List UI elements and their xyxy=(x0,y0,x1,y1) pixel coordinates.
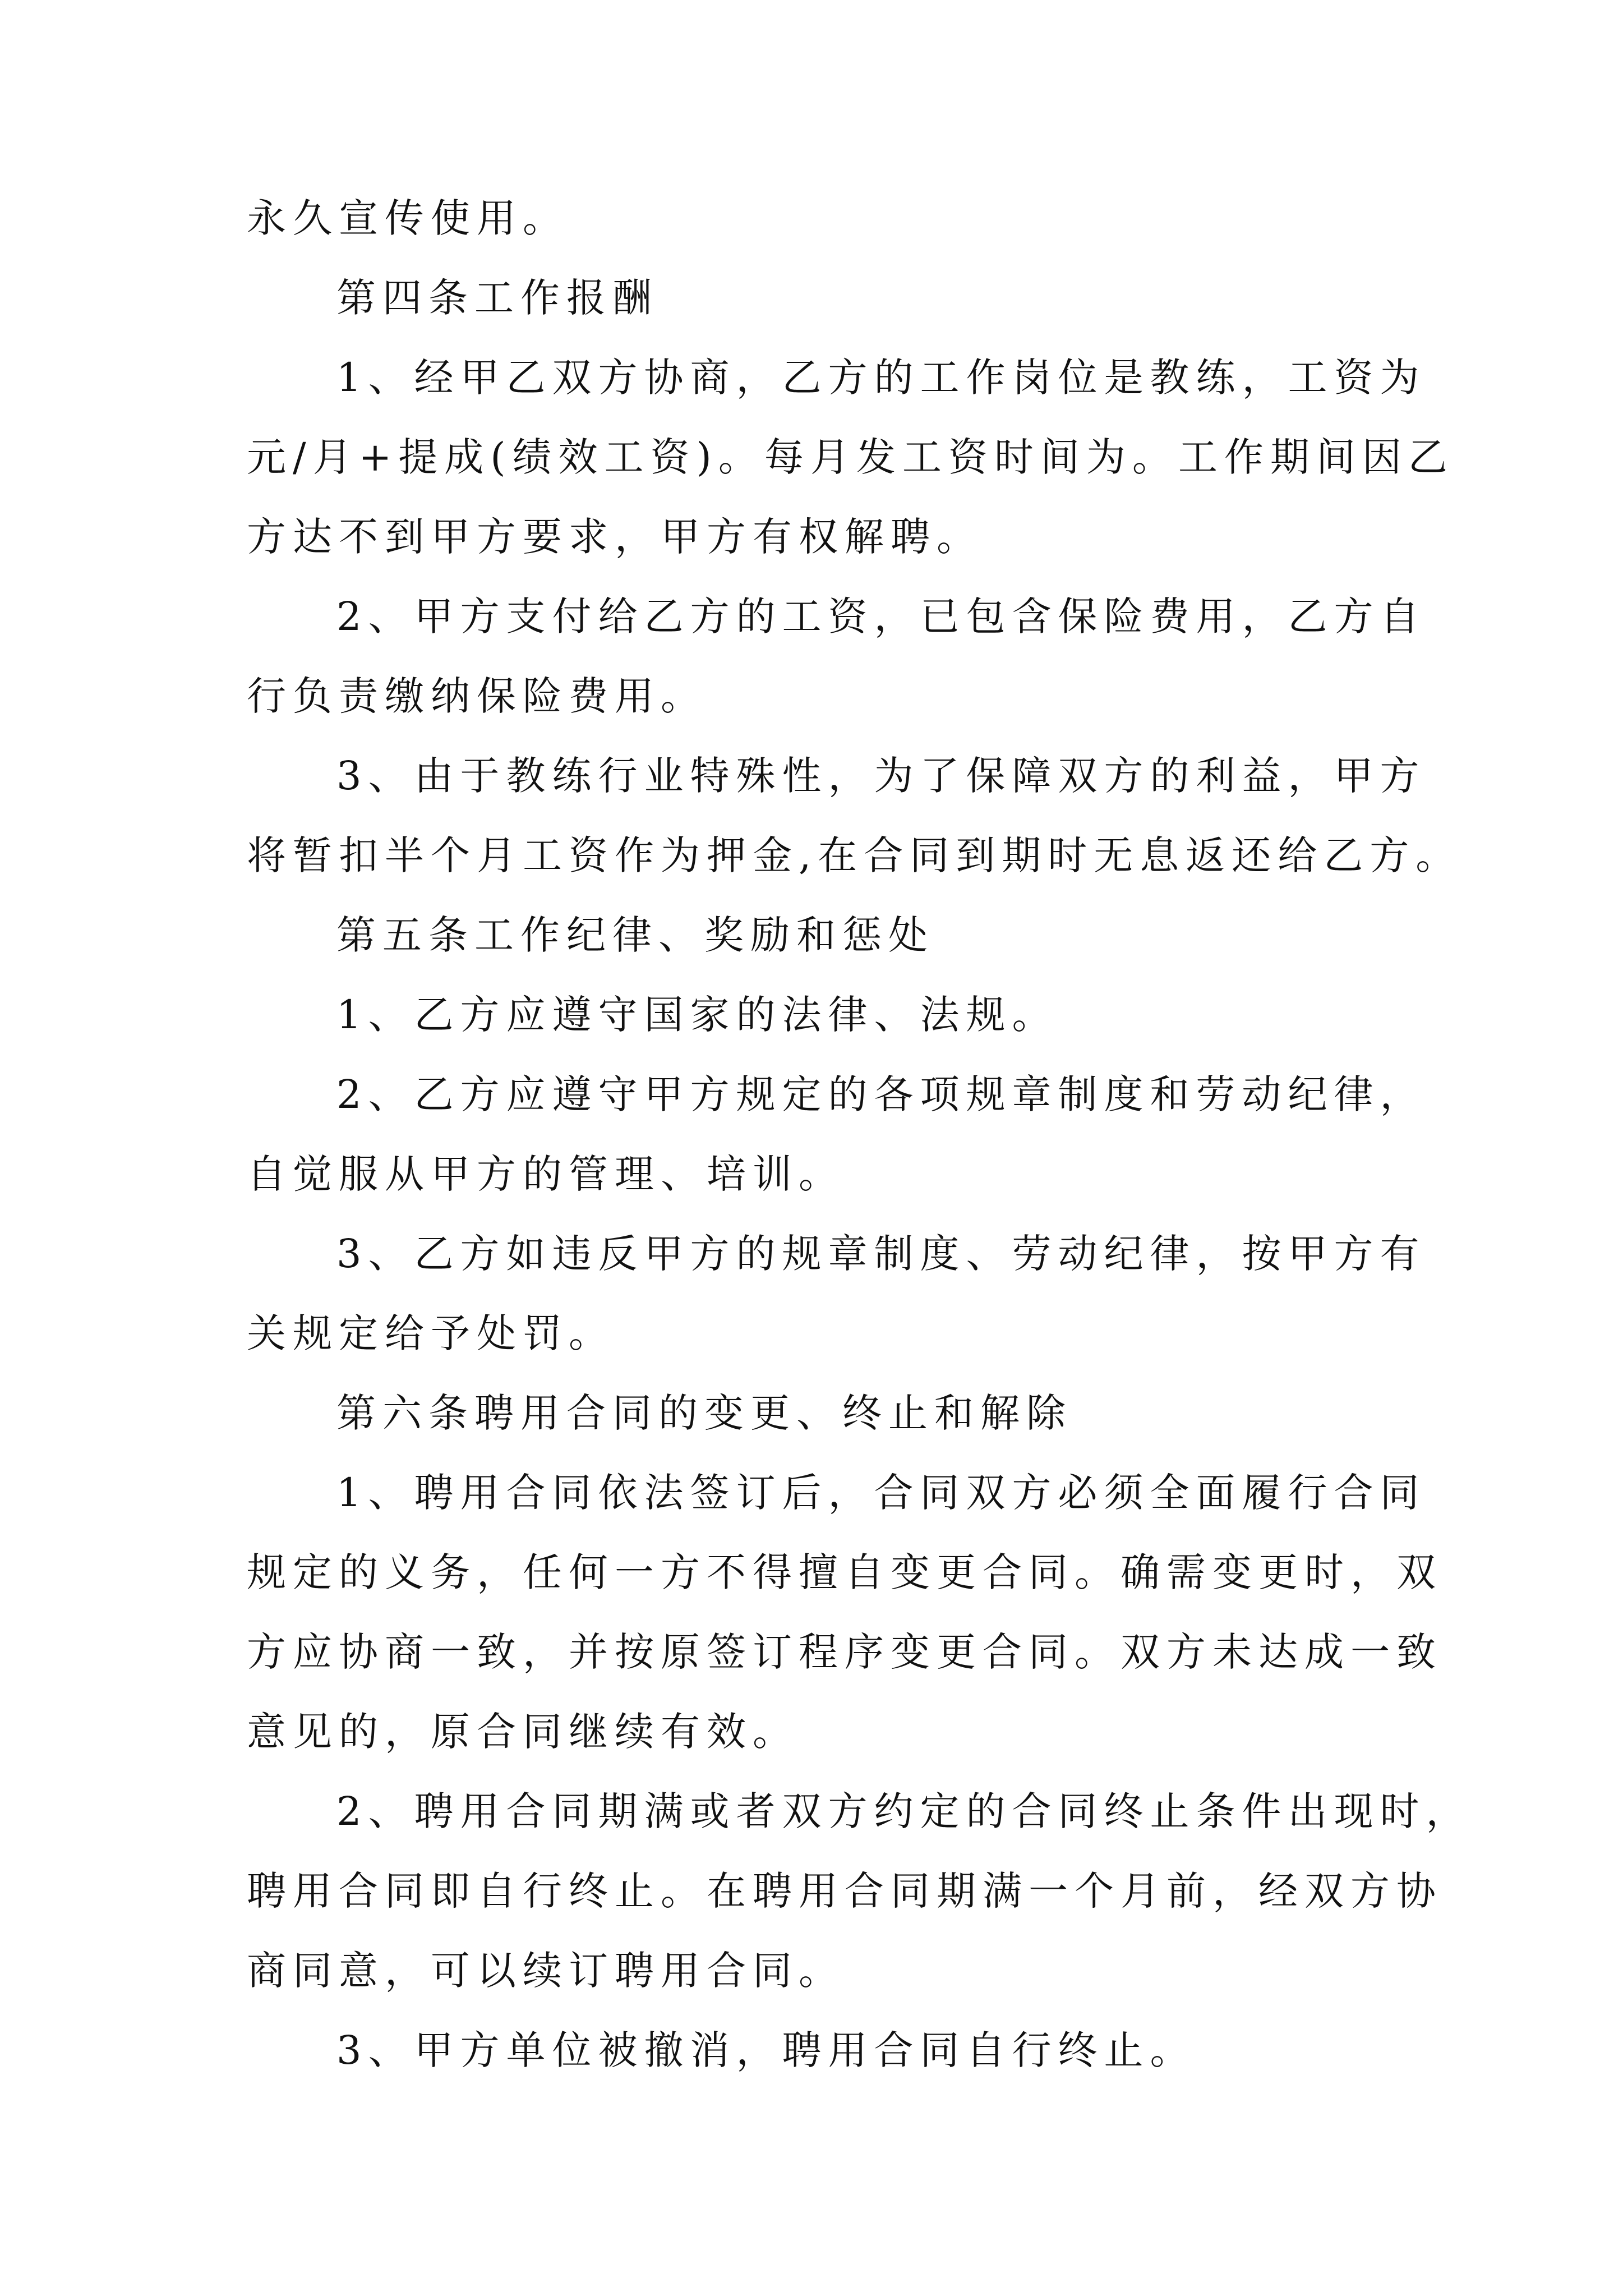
clause-line: 2、聘用合同期满或者双方约定的合同终止条件出现时， xyxy=(336,1788,1472,1834)
clause-line: 3、由于教练行业特殊性，为了保障双方的利益，甲方 xyxy=(336,753,1426,799)
clause-line: 1、乙方应遵守国家的法律、法规。 xyxy=(336,992,1058,1038)
text-line: 关规定给予处罚。 xyxy=(247,1310,615,1356)
clause-line: 3、乙方如违反甲方的规章制度、劳动纪律，按甲方有 xyxy=(336,1231,1426,1277)
text-line: 意见的，原合同继续有效。 xyxy=(247,1709,799,1755)
text-line: 方达不到甲方要求，甲方有权解聘。 xyxy=(247,514,983,560)
clause-line: 1、聘用合同依法签订后，合同双方必须全面履行合同 xyxy=(336,1470,1426,1516)
document-body xyxy=(247,178,1472,2090)
text-line: 自觉服从甲方的管理、培训。 xyxy=(247,1151,845,1197)
text-line: 永久宣传使用。 xyxy=(247,195,569,241)
text-line: 行负责缴纳保险费用。 xyxy=(247,673,707,719)
section-heading: 第四条工作报酬 xyxy=(336,275,658,321)
text-line: 元/月+提成(绩效工资)。每月发工资时间为。工作期间因乙 xyxy=(247,434,1454,480)
text-line: 规定的义务，任何一方不得擅自变更合同。确需变更时，双 xyxy=(247,1549,1442,1595)
clause-line: 3、甲方单位被撤消，聘用合同自行终止。 xyxy=(336,2027,1196,2073)
text-line: 商同意，可以续订聘用合同。 xyxy=(247,1948,845,1994)
clause-line: 2、乙方应遵守甲方规定的各项规章制度和劳动纪律， xyxy=(336,1071,1426,1117)
text-line: 方应协商一致，并按原签订程序变更合同。双方未达成一致 xyxy=(247,1629,1442,1675)
clause-line: 1、经甲乙双方协商，乙方的工作岗位是教练，工资为 xyxy=(336,355,1426,401)
section-heading: 第六条聘用合同的变更、终止和解除 xyxy=(336,1390,1072,1436)
section-heading: 第五条工作纪律、奖励和惩处 xyxy=(336,912,934,958)
text-line: 将暂扣半个月工资作为押金,在合同到期时无息返还给乙方。 xyxy=(247,832,1462,878)
clause-line: 2、甲方支付给乙方的工资，已包含保险费用，乙方自 xyxy=(336,593,1426,639)
text-line: 聘用合同即自行终止。在聘用合同期满一个月前，经双方协 xyxy=(247,1868,1442,1914)
